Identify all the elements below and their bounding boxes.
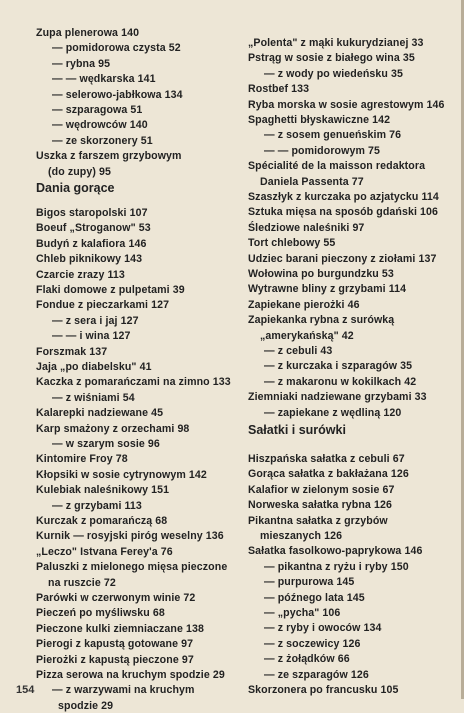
index-entry: Ziemniaki nadziewane grzybami 33 (248, 391, 427, 404)
index-entry: (do zupy) 95 (48, 165, 111, 178)
index-entry: Hiszpańska sałatka z cebuli 67 (248, 453, 405, 465)
index-entry: Pikantna sałatka z grzybów (248, 514, 388, 527)
index-entry: Kalafior w zielonym sosie 67 (248, 483, 395, 496)
index-entry: Pizza serowa na kruchym spodzie 29 (36, 669, 225, 681)
index-entry: Kaczka z pomarańczami na zimno 133 (36, 376, 231, 389)
index-entry: — — wędkarska 141 (52, 73, 156, 86)
index-entry: Szaszłyk z kurczaka po azjatycku 114 (248, 191, 439, 203)
index-entry: Kłopsiki w sosie cytrynowym 142 (36, 468, 207, 481)
index-entry: „amerykańską" 42 (260, 329, 354, 342)
index-entry: — zapiekane z wędliną 120 (264, 406, 402, 419)
index-entry: Flaki domowe z pulpetami 39 (36, 284, 185, 296)
section-heading: Sałatki i surówki (248, 423, 346, 437)
index-entry: Spécialité de la maisson redaktora (248, 160, 426, 173)
index-entry: Udziec barani pieczony z ziołami 137 (248, 252, 437, 265)
index-entry: Czarcie zrazy 113 (36, 268, 125, 281)
index-entry: „Leczo" Istvana Ferey'a 76 (36, 545, 173, 558)
index-entry: — — i wina 127 (52, 330, 131, 343)
index-entry: Parówki w czerwonym winie 72 (36, 592, 196, 604)
index-entry: — z ryby i owoców 134 (264, 622, 382, 635)
index-entry: — z makaronu w kokilkach 42 (264, 375, 417, 388)
index-entry: Fondue z pieczarkami 127 (36, 299, 170, 312)
index-entry: Sztuka mięsa na sposób gdański 106 (248, 206, 439, 219)
index-entry: Budyń z kalafiora 146 (36, 237, 147, 250)
index-entry: — z grzybami 113 (52, 499, 142, 512)
index-entry: Boeuf „Stroganow" 53 (36, 222, 151, 235)
index-entry: — szparagowa 51 (52, 104, 143, 116)
index-entry: Paluszki z mielonego mięsa pieczone (36, 561, 228, 574)
index-entry: Norweska sałatka rybna 126 (248, 499, 392, 512)
index-entry: Pierożki z kapustą pieczone 97 (36, 653, 194, 666)
index-entry: — późnego lata 145 (264, 591, 365, 604)
index-entry: „Polenta" z mąki kukurydzianej 33 (248, 37, 424, 49)
index-entry: — z kurczaka i szparagów 35 (264, 360, 413, 373)
index-entry: Tort chlebowy 55 (248, 237, 336, 250)
index-entry: Zapiekane pierożki 46 (248, 298, 360, 311)
index-entry: Zupa plenerowa 140 (36, 27, 140, 39)
index-entry: — „pycha" 106 (264, 607, 341, 619)
index-entry: — z sera i jaj 127 (52, 314, 139, 327)
index-entry: — pikantna z ryżu i ryby 150 (264, 560, 409, 573)
index-entry: Gorąca sałatka z bakłażana 126 (248, 468, 409, 481)
index-entry: — z soczewicy 126 (264, 637, 361, 650)
index-entry: Skorzonera po francusku 105 (248, 684, 399, 696)
index-entry: Kurnik — rosyjski piróg weselny 136 (36, 530, 224, 543)
index-entry: Rostbef 133 (248, 83, 310, 96)
index-entry: — wędrowców 140 (52, 119, 148, 132)
index-entry: Wytrawne bliny z grzybami 114 (248, 283, 407, 296)
index-entry: na ruszcie 72 (48, 576, 116, 589)
index-entry: Karp smażony z orzechami 98 (36, 422, 190, 435)
index-entry: — z wody po wiedeńsku 35 (264, 67, 403, 80)
index-entry: Spaghetti błyskawiczne 142 (248, 114, 391, 126)
index-entry: Pierogi z kapustą gotowane 97 (36, 638, 194, 651)
index-entry: Forszmak 137 (36, 345, 108, 358)
index-entry: Daniela Passenta 77 (260, 175, 364, 188)
index-entry: mieszanych 126 (260, 530, 343, 542)
index-entry: Kulebiak naleśnikowy 151 (36, 484, 170, 497)
index-entry: — z cebuli 43 (264, 345, 333, 357)
index-entry: Kalarepki nadziewane 45 (36, 407, 164, 420)
index-entry: — — pomidorowym 75 (264, 144, 380, 157)
index-entry: Jaja „po diabelsku" 41 (36, 361, 152, 373)
index-entry: Kurczak z pomarańczą 68 (36, 515, 168, 527)
index-entry: — pomidorowa czysta 52 (52, 42, 181, 55)
index-entry: — z sosem genueńskim 76 (264, 129, 402, 142)
page-number: 154 (16, 684, 35, 696)
index-entry: — purpurowa 145 (264, 576, 355, 589)
index-entry: — rybna 95 (52, 57, 111, 70)
section-heading: Dania gorące (36, 181, 115, 195)
index-entry: — z żołądków 66 (264, 653, 350, 666)
index-entry: — z warzywami na kruchym (52, 684, 195, 697)
index-entry: — w szarym sosie 96 (52, 438, 160, 450)
index-entry: Pstrąg w sosie z białego wina 35 (248, 52, 415, 65)
index-entry: Ryba morska w sosie agrestowym 146 (248, 98, 445, 111)
index-entry: Pieczone kulki ziemniaczane 138 (36, 622, 204, 635)
index-entry: Chleb piknikowy 143 (36, 253, 143, 266)
index-entry: Zapiekanka rybna z surówką (248, 314, 395, 327)
index-entry: Śledziowe naleśniki 97 (248, 221, 365, 234)
index-entry: Pieczeń po myśliwsku 68 (36, 607, 165, 620)
index-entry: Bigos staropolski 107 (36, 207, 148, 219)
index-entry: — ze szparagów 126 (264, 668, 369, 681)
index-entry: Kintomire Froy 78 (36, 453, 128, 466)
index-entry: Sałatka fasolkowo-paprykowa 146 (248, 545, 423, 558)
index-entry: Wołowina po burgundzku 53 (248, 268, 394, 280)
index-entry: Uszka z farszem grzybowym (36, 150, 182, 163)
index-entry: — selerowo-jabłkowa 134 (52, 88, 183, 101)
index-entry: spodzie 29 (58, 699, 114, 712)
index-entry: — z wiśniami 54 (52, 391, 135, 404)
index-entry: — ze skorzonery 51 (52, 134, 153, 147)
